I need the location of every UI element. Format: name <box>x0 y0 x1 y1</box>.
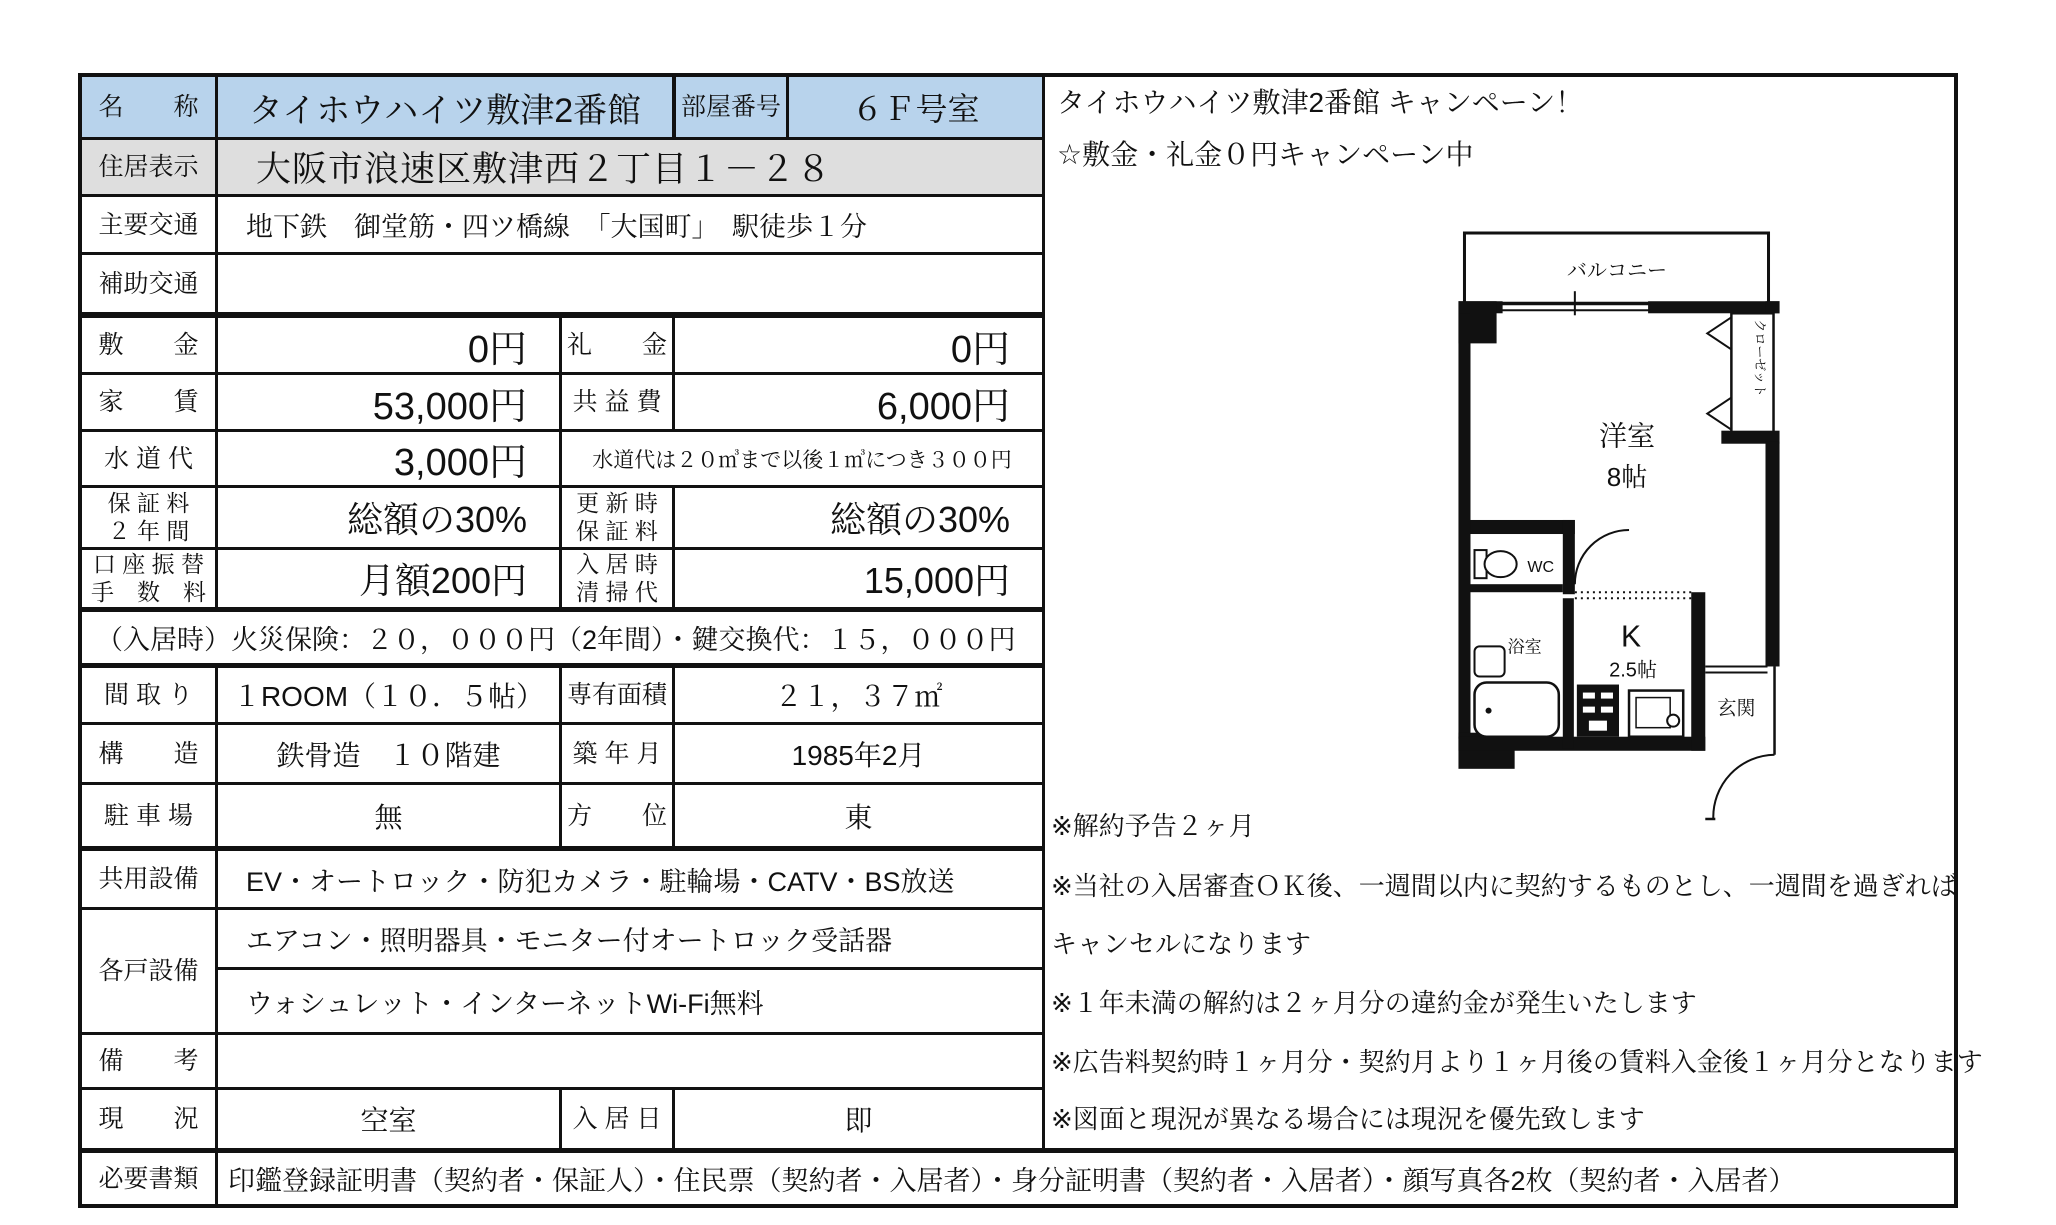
room-number-label: 部屋番号 <box>676 77 789 137</box>
closet-label: クローゼット <box>1752 319 1768 397</box>
structure-label: 構 造 <box>82 725 218 782</box>
row-remarks <box>82 1035 1042 1090</box>
closet-door-mark <box>1707 317 1731 349</box>
transit-value: 地下鉄 御堂筋・四ツ橋線 「大国町」 駅徒歩１分 <box>246 212 867 242</box>
row-layout <box>82 668 1042 725</box>
move-in-costs-note: （入居時）火災保険：２０，０００円（2年間）・鍵交換代：１５，０００円 <box>96 625 1016 655</box>
balcony-label: バルコニー <box>1566 260 1668 283</box>
cleaning-label: 入 居 時 清 掃 代 <box>562 550 675 607</box>
water-note: 水道代は２０㎥まで以後１㎥につき３００円 <box>592 448 1012 472</box>
layout-label: 間 取 り <box>82 668 218 722</box>
address-value: 大阪市浪速区敷津西２丁目１－２８ <box>218 140 1042 194</box>
row-water <box>82 432 1042 488</box>
wall <box>1470 584 1562 592</box>
room-size-label: 8帖 <box>1606 461 1648 492</box>
row-name <box>82 77 1042 140</box>
wall <box>1563 520 1575 594</box>
note-screening: ※当社の入居審査ＯＫ後、一週間以内に契約するものとし、一週間を過ぎれば <box>1051 871 1957 901</box>
row-structure <box>82 725 1042 785</box>
door-arc <box>1575 530 1629 584</box>
row-status <box>82 1090 1042 1148</box>
common-fee-label: 共 益 費 <box>562 375 675 429</box>
guarantee-label: 保 証 料 ２ 年 間 <box>82 488 218 547</box>
toilet-icon <box>1485 551 1517 577</box>
structure-value: 鉄骨造 １０階建 <box>218 725 562 782</box>
row-move-in-costs <box>82 612 1042 668</box>
required-documents-label: 必要書類 <box>82 1153 218 1204</box>
area-label: 専有面積 <box>562 668 675 722</box>
note-penalty: ※１年未満の解約は２ヶ月分の違約金が発生いたします <box>1051 988 1697 1018</box>
area-value: ２１，３７㎡ <box>774 681 943 712</box>
parking-label: 駐 車 場 <box>82 785 218 846</box>
sub-transit-label: 補助交通 <box>82 255 218 312</box>
deposit-value: 0円 <box>218 318 562 372</box>
stove-detail <box>1589 721 1607 731</box>
wc-label: WC <box>1527 558 1555 577</box>
room-number-value: ６Ｆ号室 <box>789 77 1042 137</box>
unit-facilities-value-2: ウォシュレット・インターネットWi-Fi無料 <box>246 988 764 1019</box>
row-address <box>82 140 1042 197</box>
right-panel <box>1045 77 1983 1148</box>
note-drawing: ※図面と現況が異なる場合には現況を優先致します <box>1051 1104 1645 1134</box>
wall <box>1470 520 1574 534</box>
kitchen-size-label: 2.5帖 <box>1609 659 1658 682</box>
drain-icon <box>1486 708 1492 714</box>
property-sheet <box>78 73 1983 1208</box>
kitchen-label: K <box>1621 620 1642 654</box>
renewal-guarantee-label: 更 新 時 保 証 料 <box>562 488 675 547</box>
stove-detail <box>1583 707 1595 713</box>
sink-basin <box>1636 698 1670 728</box>
bath-label: 浴室 <box>1507 637 1542 657</box>
built-label: 築 年 月 <box>562 725 675 782</box>
entrance-door-arc <box>1713 755 1774 819</box>
row-rent <box>82 375 1042 432</box>
name-label: 名 称 <box>82 77 218 137</box>
closet-door-mark <box>1707 398 1731 430</box>
sub-transit-value <box>218 255 1042 312</box>
shared-facilities-label: 共用設備 <box>82 851 218 907</box>
wall <box>1691 592 1705 751</box>
transfer-fee-value: 月額200円 <box>218 550 562 607</box>
key-money-label: 礼 金 <box>562 318 675 372</box>
move-in-date-value: 即 <box>844 1105 873 1136</box>
status-value: 空室 <box>218 1090 562 1148</box>
renewal-guarantee-value: 総額の30% <box>829 499 1010 540</box>
transfer-fee-label: 口 座 振 替 手 数 料 <box>82 550 218 607</box>
note-cancellation: ※解約予告２ヶ月 <box>1051 811 1255 841</box>
wall <box>1563 598 1574 749</box>
direction-value: 東 <box>844 801 873 833</box>
wall <box>1765 442 1779 667</box>
wall <box>1458 313 1470 738</box>
water-value: 3,000円 <box>218 432 562 485</box>
campaign-subtitle: ☆敷金・礼金０円キャンペーン中 <box>1057 139 1474 170</box>
stove-detail <box>1601 707 1613 713</box>
built-value: 1985年2月 <box>791 739 926 771</box>
unit-facilities-value-1: エアコン・照明器具・モニター付オートロック受話器 <box>218 910 1042 970</box>
row-transit <box>82 197 1042 255</box>
status-label: 現 況 <box>82 1090 218 1148</box>
wall <box>1765 301 1779 313</box>
address-label: 住居表示 <box>82 140 218 194</box>
property-table <box>82 77 1045 1148</box>
note-screening-2: キャンセルになります <box>1051 929 1312 959</box>
floorplan <box>1458 231 1780 823</box>
rent-label: 家 賃 <box>82 375 218 429</box>
row-deposit <box>82 318 1042 375</box>
direction-label: 方 位 <box>562 785 675 846</box>
row-parking <box>82 785 1042 851</box>
stove-detail <box>1583 693 1595 699</box>
water-label: 水 道 代 <box>82 432 218 485</box>
faucet-icon <box>1667 715 1679 727</box>
common-fee-value: 6,000円 <box>876 385 1010 428</box>
key-money-value: 0円 <box>950 328 1010 371</box>
wall <box>1458 737 1705 751</box>
parking-value: 無 <box>218 785 562 846</box>
note-ad-fee: ※広告料契約時１ヶ月分・契約月より１ヶ月後の賃料入金後１ヶ月分となります <box>1051 1047 1983 1077</box>
entrance-label: 玄関 <box>1717 698 1756 720</box>
row-required-documents <box>82 1148 1954 1204</box>
move-in-date-label: 入 居 日 <box>562 1090 675 1148</box>
cleaning-value: 15,000円 <box>863 560 1010 601</box>
guarantee-value: 総額の30% <box>218 488 562 547</box>
stove-detail <box>1601 693 1613 699</box>
transit-label: 主要交通 <box>82 197 218 252</box>
row-shared-facilities <box>82 851 1042 910</box>
row-sub-transit <box>82 255 1042 318</box>
remarks-value <box>218 1035 1042 1087</box>
wall <box>1648 301 1779 313</box>
washbasin-icon <box>1475 646 1505 676</box>
rent-value: 53,000円 <box>218 375 562 429</box>
property-name: タイホウハイツ敷津2番館 <box>218 77 676 137</box>
shared-facilities-value: EV・オートロック・防犯カメラ・駐輪場・CATV・BS放送 <box>246 866 955 897</box>
deposit-label: 敷 金 <box>82 318 218 372</box>
campaign-title: タイホウハイツ敷津2番館 キャンペーン！ <box>1057 87 1584 118</box>
row-unit-facilities <box>82 910 1042 1035</box>
row-transfer-fee <box>82 550 1042 612</box>
required-documents-value: 印鑑登録証明書（契約者・保証人）・住民票（契約者・入居者）・身分証明書（契約者・入居者）・顔写真各2枚（契約者・入居者） <box>228 1166 1796 1196</box>
remarks-label: 備 考 <box>82 1035 218 1087</box>
unit-facilities-label: 各戸設備 <box>82 910 218 1032</box>
room-label: 洋室 <box>1598 420 1656 452</box>
sheet-main <box>82 77 1983 1148</box>
layout-value: １ROOM（１０．５帖） <box>218 668 562 722</box>
row-guarantee <box>82 488 1042 550</box>
